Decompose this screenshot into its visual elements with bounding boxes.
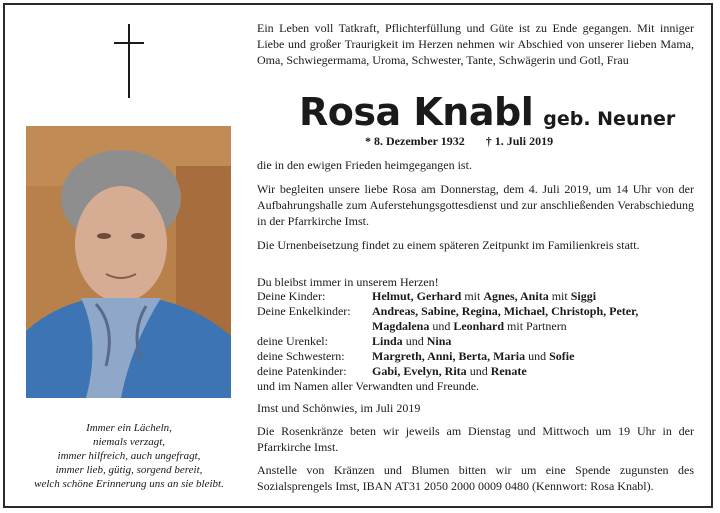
family-names: Andreas, Sabine, Regina, Michael, Christoph, Peter, Magdalena [372, 304, 639, 333]
family-names: Helmut, Gerhard [372, 289, 462, 303]
family-row [257, 364, 694, 379]
family-row [257, 304, 694, 334]
connector: und [466, 364, 491, 378]
death-date: † 1. Juli 2019 [485, 134, 554, 148]
peace-line: die in den ewigen Frieden heimgegangen ist. [257, 158, 472, 172]
connector: und [429, 319, 454, 333]
portrait-photo [26, 126, 231, 398]
family-names: Linda [372, 334, 403, 348]
family-label: deine Patenkinder: [257, 364, 347, 378]
poem-line: welch schöne Erinnerung uns an sie bleibt. [34, 478, 224, 490]
cross-icon [114, 24, 144, 98]
poem-line: immer hilfreich, auch ungefragt, [57, 450, 201, 462]
rosary-paragraph: Die Rosenkränze beten wir jeweils am Dienstag und Mittwoch um 19 Uhr in der Pfarrkirche Imst. [257, 424, 694, 454]
place-date: Imst und Schönwies, im Juli 2019 [257, 401, 421, 415]
family-names: Gabi, Evelyn, Rita [372, 364, 467, 378]
family-label: Deine Kinder: [257, 289, 326, 303]
connector: mit Partnern [504, 319, 567, 333]
poem-line: Immer ein Lächeln, [86, 422, 172, 434]
birth-date: * 8. Dezember 1932 [365, 134, 465, 148]
family-row [257, 349, 694, 364]
poem-line: immer lieb, gütig, sorgend bereit, [55, 464, 203, 476]
family-row [257, 334, 694, 349]
heart-line: Du bleibst immer in unserem Herzen! [257, 275, 439, 289]
family-names: Agnes, Anita [483, 289, 549, 303]
family-row [257, 289, 694, 304]
connector: und [525, 349, 550, 363]
life-dates [365, 134, 553, 149]
connector: und [402, 334, 427, 348]
connector: mit [548, 289, 571, 303]
family-names: Renate [490, 364, 527, 378]
family-names: Leonhard [453, 319, 505, 333]
family-names: Nina [426, 334, 452, 348]
relatives-line: und im Namen aller Verwandten und Freunde. [257, 379, 480, 393]
birth-name: geb. Neuner [543, 108, 676, 130]
family-names: Sofie [549, 349, 575, 363]
family-label: Deine Enkelkinder: [257, 304, 351, 318]
poem-line: niemals verzagt, [92, 436, 166, 448]
family-label: deine Urenkel: [257, 334, 328, 348]
connector: mit [461, 289, 484, 303]
name-heading [299, 90, 675, 134]
memorial-poem [10, 421, 248, 491]
urn-paragraph: Die Urnenbeisetzung findet zu einem späteren Zeitpunkt im Familienkreis statt. [257, 238, 640, 252]
deceased-name: Rosa Knabl [299, 90, 534, 134]
intro-paragraph: Ein Leben voll Tatkraft, Pflichterfüllung und Güte ist zu Ende gegangen. Mit inniger Liebe und großer Traurigkeit im Herzen nehmen wir Abschied von unserer lieben Mama, Oma, Schwiegermama, Uroma, Schwester, Tante, Schwägerin und Gotl, Frau [257, 21, 694, 67]
family-names: Siggi [570, 289, 597, 303]
donation-paragraph: Anstelle von Kränzen und Blumen bitten wir um eine Spende zugunsten des Sozialsprengels Imst, IBAN AT31 2050 2000 0009 0480 (Kennwort: Rosa Knabl). [257, 463, 694, 493]
family-names: Margreth, Anni, Berta, Maria [372, 349, 526, 363]
funeral-paragraph: Wir begleiten unsere liebe Rosa am Donnerstag, dem 4. Juli 2019, um 14 Uhr von der Aufbahrungshalle zum Auferstehungsgottesdienst und zur anschließenden Verabschiedung in der Pfarrkirche Imst. [257, 182, 694, 228]
family-label: deine Schwestern: [257, 349, 345, 363]
family-row [257, 379, 694, 394]
family-list [257, 289, 694, 394]
